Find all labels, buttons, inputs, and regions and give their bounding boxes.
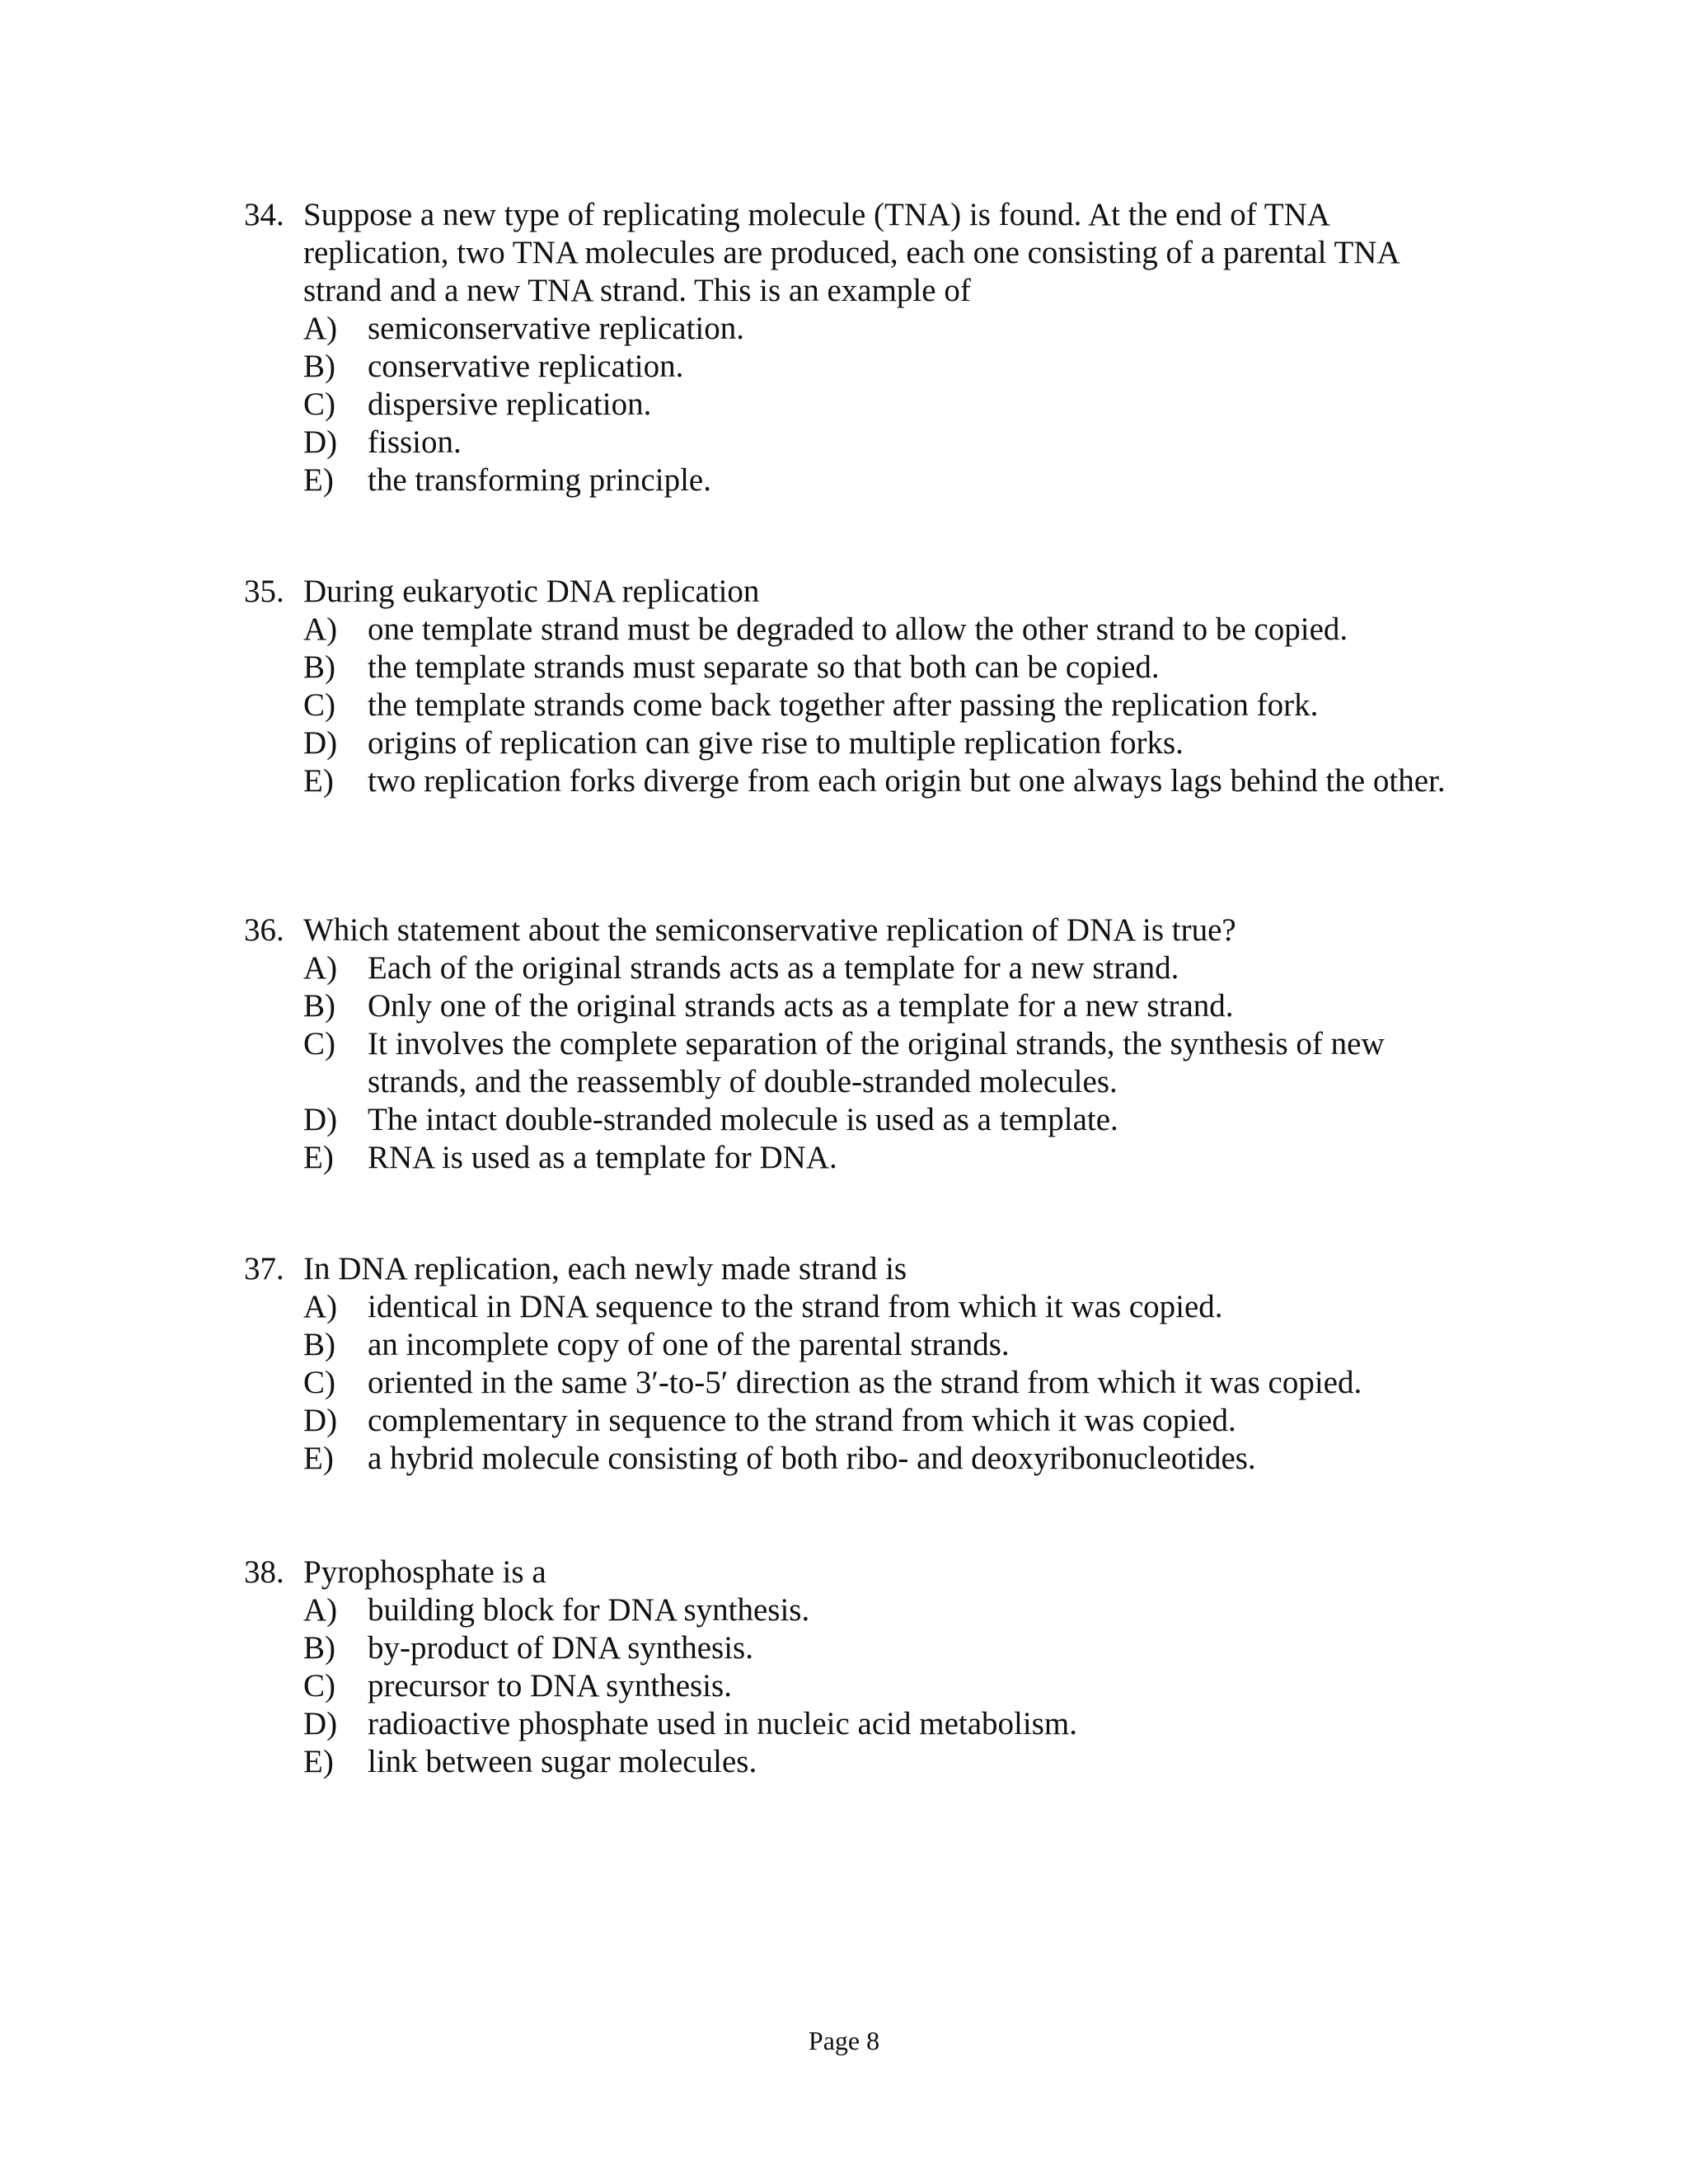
choice-d <box>303 724 1464 762</box>
choice-letter: B) <box>303 349 335 384</box>
question-stem <box>244 912 1464 949</box>
choice-letter: E) <box>303 1441 334 1476</box>
choice-d <box>303 424 1464 462</box>
choice-d <box>303 1402 1464 1440</box>
choice-letter: C) <box>303 1668 335 1704</box>
choice-letter: C) <box>303 387 335 422</box>
question-37 <box>244 1250 1464 1478</box>
page-number: Page 8 <box>808 2026 880 2055</box>
choice-text: conservative replication. <box>368 349 684 384</box>
choice-text: origins of replication can give rise to multiple replication forks. <box>368 725 1184 761</box>
choice-b <box>303 987 1464 1025</box>
choice-text: precursor to DNA synthesis. <box>368 1668 732 1704</box>
question-number: 34. <box>244 197 284 232</box>
choice-b <box>303 649 1464 687</box>
choice-a <box>303 611 1464 649</box>
question-text: Pyrophosphate is a <box>303 1554 546 1590</box>
question-text: Suppose a new type of replicating molecule (TNA) is found. At the end of TNA replication, two TNA molecules are produced, each one consisting of a parental TNA strand and a new TNA strand. This is an example of <box>303 197 1399 308</box>
choice-c <box>303 1364 1464 1402</box>
choice-text: link between sugar molecules. <box>368 1744 757 1779</box>
question-34 <box>244 196 1464 499</box>
choice-text: The intact double-stranded molecule is used as a template. <box>368 1102 1118 1137</box>
choice-c <box>303 386 1464 424</box>
choice-text: a hybrid molecule consisting of both ribo- and deoxyribonucleotides. <box>368 1441 1256 1476</box>
choice-b <box>303 1326 1464 1364</box>
choice-letter: A) <box>303 311 338 346</box>
choice-a <box>303 310 1464 348</box>
choice-e <box>303 1440 1464 1478</box>
choice-letter: D) <box>303 1403 338 1438</box>
choice-e <box>303 462 1464 499</box>
choice-c <box>303 687 1464 724</box>
choice-letter: D) <box>303 1706 338 1741</box>
choice-letter: E) <box>303 462 334 498</box>
choice-list <box>303 1591 1464 1781</box>
question-35 <box>244 573 1464 800</box>
choice-letter: B) <box>303 1327 335 1362</box>
choice-e <box>303 1743 1464 1781</box>
choice-text: by-product of DNA synthesis. <box>368 1630 753 1666</box>
choice-text: Only one of the original strands acts as a template for a new strand. <box>368 988 1234 1024</box>
question-text: During eukaryotic DNA replication <box>303 574 760 609</box>
choice-letter: A) <box>303 612 338 647</box>
question-38 <box>244 1554 1464 1781</box>
question-stem <box>244 573 1464 611</box>
choice-text: complementary in sequence to the strand from which it was copied. <box>368 1403 1236 1438</box>
choice-text: one template strand must be degraded to allow the other strand to be copied. <box>368 612 1348 647</box>
question-stem <box>244 1250 1464 1288</box>
question-stem <box>244 1554 1464 1591</box>
choice-text: dispersive replication. <box>368 387 652 422</box>
choice-letter: D) <box>303 1102 338 1137</box>
question-stem <box>244 196 1464 310</box>
choice-e <box>303 1139 1464 1177</box>
choice-letter: A) <box>303 1289 338 1324</box>
choice-letter: B) <box>303 988 335 1024</box>
choice-letter: E) <box>303 1140 334 1175</box>
choice-letter: C) <box>303 687 335 723</box>
choice-e <box>303 762 1464 800</box>
choice-letter: B) <box>303 1630 335 1666</box>
choice-letter: E) <box>303 763 334 799</box>
choice-text: RNA is used as a template for DNA. <box>368 1140 837 1175</box>
choice-list <box>303 949 1464 1177</box>
choice-letter: B) <box>303 649 335 685</box>
choice-text: two replication forks diverge from each origin but one always lags behind the other. <box>368 763 1446 799</box>
choice-b <box>303 348 1464 386</box>
choice-text: identical in DNA sequence to the strand from which it was copied. <box>368 1289 1223 1324</box>
question-text: In DNA replication, each newly made strand is <box>303 1251 907 1286</box>
choice-text: semiconservative replication. <box>368 311 744 346</box>
choice-letter: A) <box>303 950 338 986</box>
choice-list <box>303 611 1464 800</box>
choice-letter: C) <box>303 1365 335 1400</box>
choice-list <box>303 310 1464 499</box>
choice-text: oriented in the same 3′-to-5′ direction as the strand from which it was copied. <box>368 1365 1362 1400</box>
choice-a <box>303 1288 1464 1326</box>
choice-text: an incomplete copy of one of the parental strands. <box>368 1327 1010 1362</box>
choice-d <box>303 1705 1464 1743</box>
choice-text: radioactive phosphate used in nucleic acid metabolism. <box>368 1706 1077 1741</box>
question-number: 36. <box>244 912 284 948</box>
choice-list <box>303 1288 1464 1478</box>
choice-letter: D) <box>303 725 338 761</box>
question-text: Which statement about the semiconservative replication of DNA is true? <box>303 912 1236 948</box>
choice-text: the template strands come back together after passing the replication fork. <box>368 687 1319 723</box>
question-36 <box>244 912 1464 1177</box>
question-number: 37. <box>244 1251 284 1286</box>
choice-c <box>303 1025 1464 1101</box>
question-number: 38. <box>244 1554 284 1590</box>
choice-letter: A) <box>303 1592 338 1628</box>
choice-a <box>303 949 1464 987</box>
choice-d <box>303 1101 1464 1139</box>
choice-text: the template strands must separate so that both can be copied. <box>368 649 1160 685</box>
choice-letter: E) <box>303 1744 334 1779</box>
choice-text: Each of the original strands acts as a template for a new strand. <box>368 950 1179 986</box>
choice-b <box>303 1629 1464 1667</box>
choice-c <box>303 1667 1464 1705</box>
choice-letter: C) <box>303 1026 335 1062</box>
question-number: 35. <box>244 574 284 609</box>
choice-letter: D) <box>303 424 338 460</box>
choice-text: fission. <box>368 424 462 460</box>
choice-text: It involves the complete separation of the original strands, the synthesis of new strands, and the reassembly of double-stranded molecules. <box>368 1026 1385 1099</box>
choice-text: the transforming principle. <box>368 462 711 498</box>
choice-a <box>303 1591 1464 1629</box>
choice-text: building block for DNA synthesis. <box>368 1592 810 1628</box>
